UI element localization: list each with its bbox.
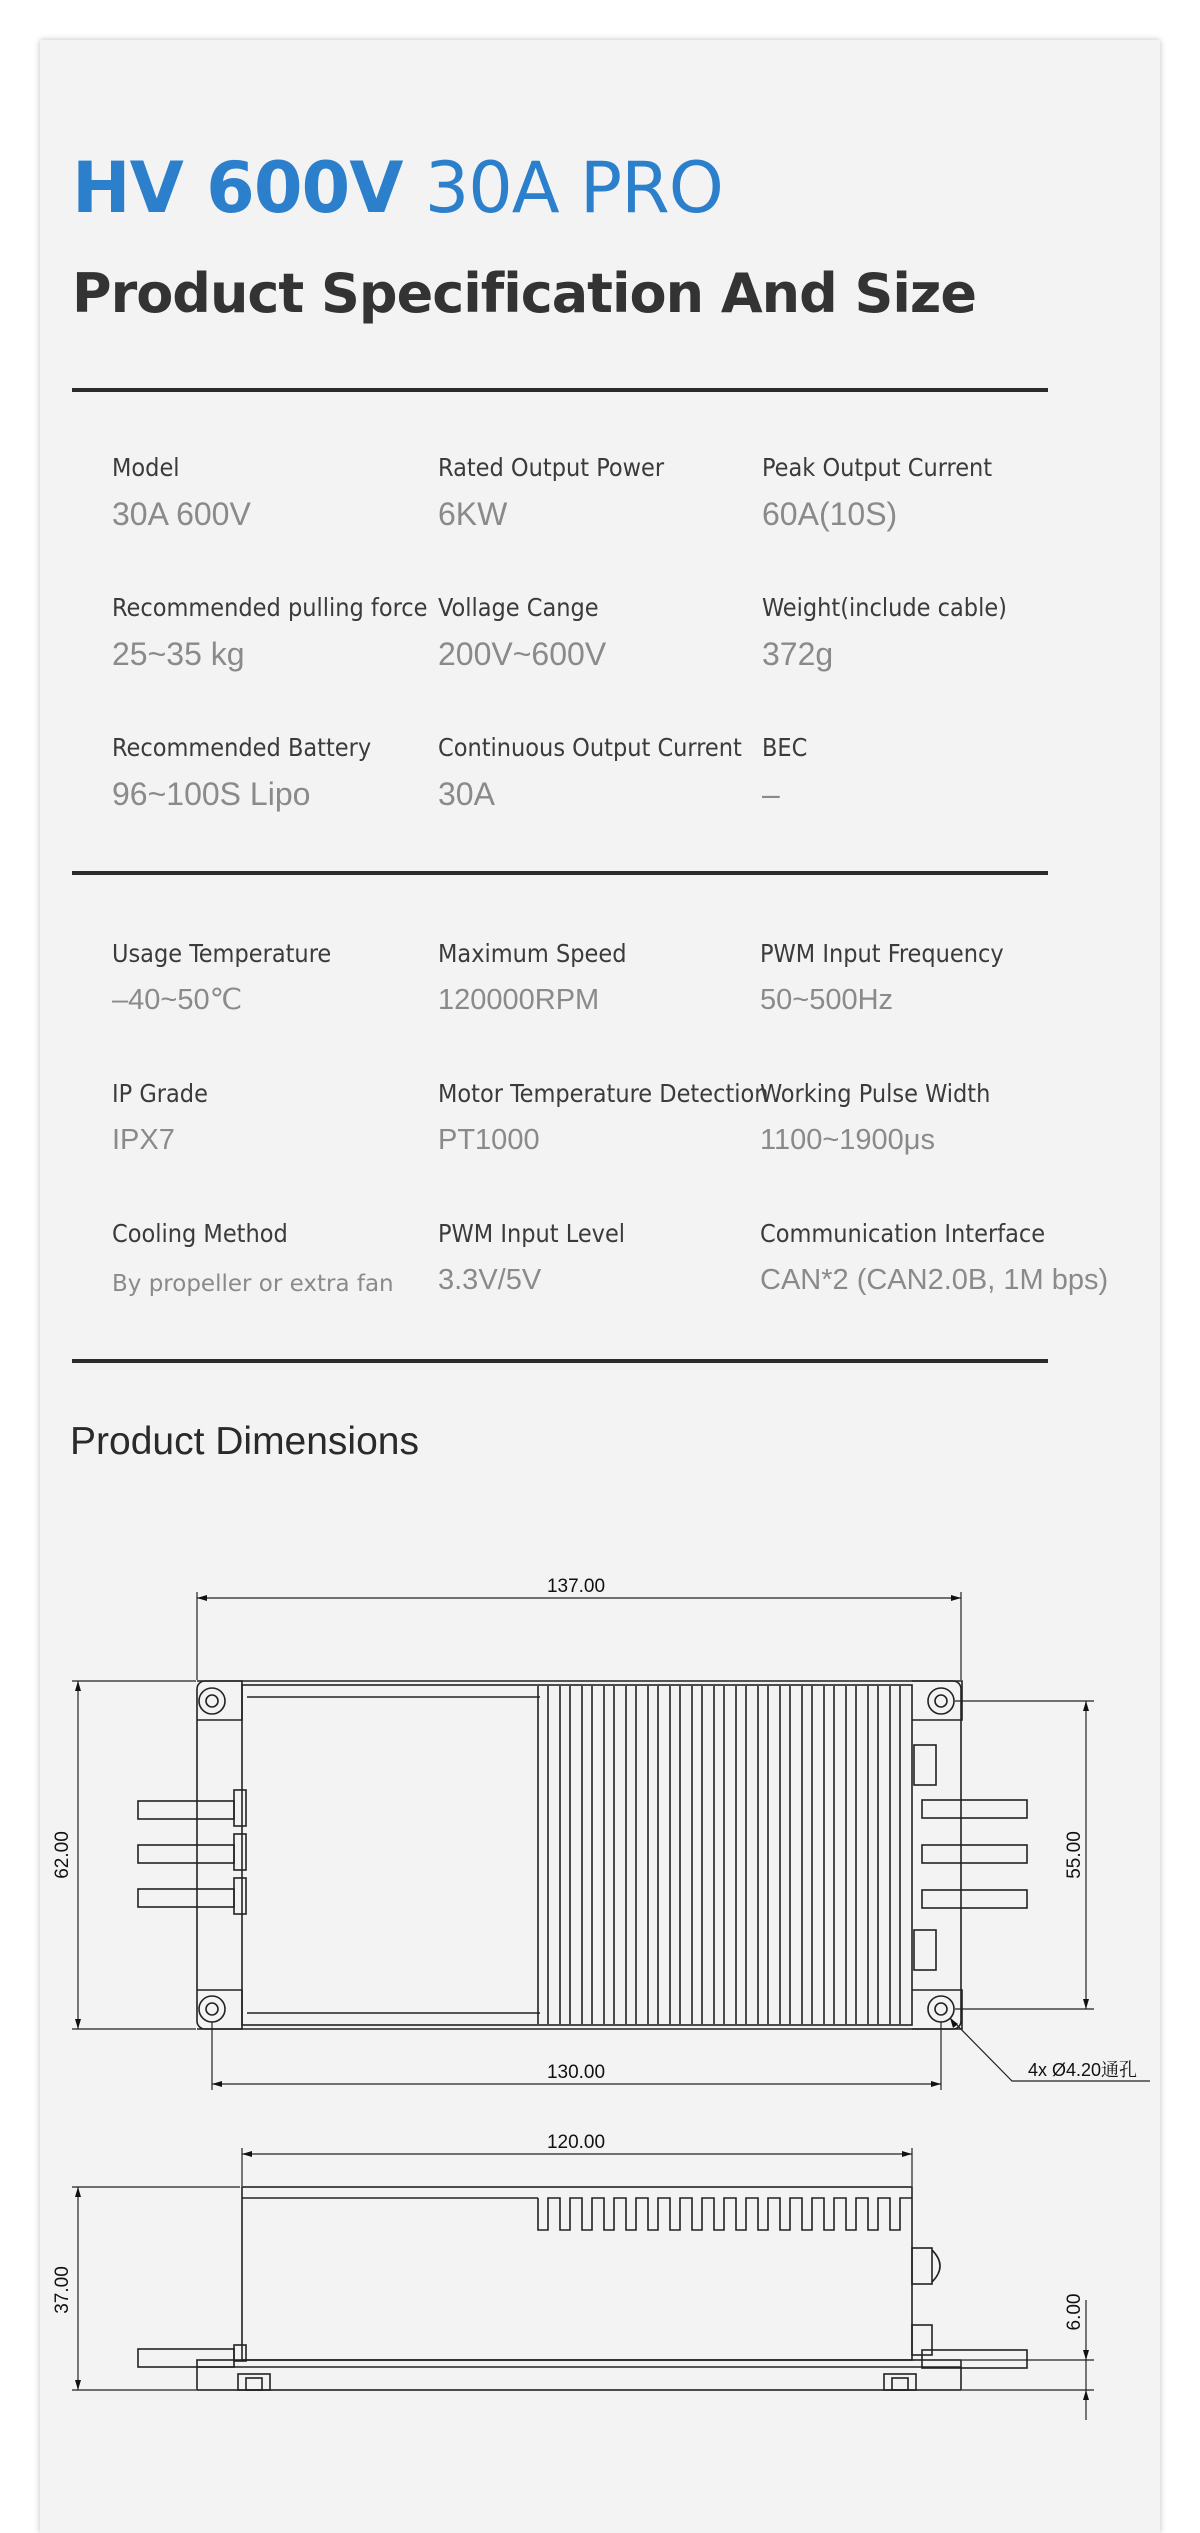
title-model: HV 600V — [72, 147, 403, 229]
heatsink-fins-side — [538, 2198, 912, 2230]
spec-value: 96~100S Lipo — [112, 776, 311, 812]
spec-label: IP Grade — [112, 1079, 208, 1108]
spec-label: Motor Temperature Detection — [438, 1079, 769, 1108]
dim-overall-width: 62.00 — [52, 1831, 73, 1879]
spec-label: Rated Output Power — [438, 453, 665, 482]
dim-hole-spacing-length: 130.00 — [546, 2062, 606, 2083]
side-view-drawing — [138, 2187, 1027, 2390]
spec-value: 120000RPM — [438, 984, 600, 1016]
dim-hole-note: 4x Ø4.20通孔 — [1028, 2060, 1138, 2080]
spec-label: PWM Input Frequency — [760, 939, 1004, 968]
dim-hole-spacing-width: 55.00 — [1064, 1831, 1085, 1879]
spec-value: – — [762, 776, 780, 812]
dim-overall-length: 137.00 — [546, 1576, 606, 1597]
spec-label: Communication Interface — [760, 1219, 1046, 1248]
spec-value: 50~500Hz — [760, 984, 894, 1016]
side-view-dimensions — [72, 2148, 1094, 2420]
spec-value: IPX7 — [112, 1124, 175, 1156]
spec-label: Peak Output Current — [762, 453, 993, 482]
spec-value: CAN*2 (CAN2.0B, 1M bps) — [760, 1264, 1109, 1296]
heatsink-fins-top — [538, 1686, 900, 2024]
spec-value: 6KW — [438, 496, 508, 532]
spec-value: PT1000 — [438, 1124, 540, 1156]
page-subtitle: Product Specification And Size — [72, 262, 976, 325]
dim-base-thickness: 6.00 — [1064, 2293, 1085, 2331]
spec-label: Model — [112, 453, 180, 482]
spec-label: PWM Input Level — [438, 1219, 626, 1248]
dimensions-title: Product Dimensions — [70, 1420, 419, 1463]
spec-label: BEC — [762, 733, 808, 762]
spec-label: Usage Temperature — [112, 939, 332, 968]
spec-label: Cooling Method — [112, 1219, 288, 1248]
spec-label: Recommended pulling force — [112, 593, 428, 622]
spec-label: Recommended Battery — [112, 733, 372, 762]
spec-value: 1100~1900μs — [760, 1124, 936, 1156]
spec-label: Continuous Output Current — [438, 733, 742, 762]
spec-value: By propeller or extra fan — [112, 1271, 394, 1297]
top-view-drawing — [138, 1681, 1027, 2029]
spec-value: 200V~600V — [438, 636, 607, 672]
dim-height: 37.00 — [52, 2266, 73, 2314]
spec-value: 30A — [438, 776, 495, 812]
spec-value: 30A 600V — [112, 496, 251, 532]
dim-body-length: 120.00 — [546, 2132, 606, 2153]
spec-value: 25~35 kg — [112, 636, 245, 672]
spec-label: Working Pulse Width — [760, 1079, 991, 1108]
spec-value: –40~50℃ — [112, 984, 243, 1016]
spec-value: 60A(10S) — [762, 496, 898, 532]
spec-label: Weight(include cable) — [762, 593, 1007, 622]
spec-label: Vollage Cange — [438, 593, 599, 622]
spec-value: 3.3V/5V — [438, 1264, 542, 1296]
spec-label: Maximum Speed — [438, 939, 627, 968]
title-variant: 30A PRO — [424, 147, 723, 229]
spec-value: 372g — [762, 636, 834, 672]
